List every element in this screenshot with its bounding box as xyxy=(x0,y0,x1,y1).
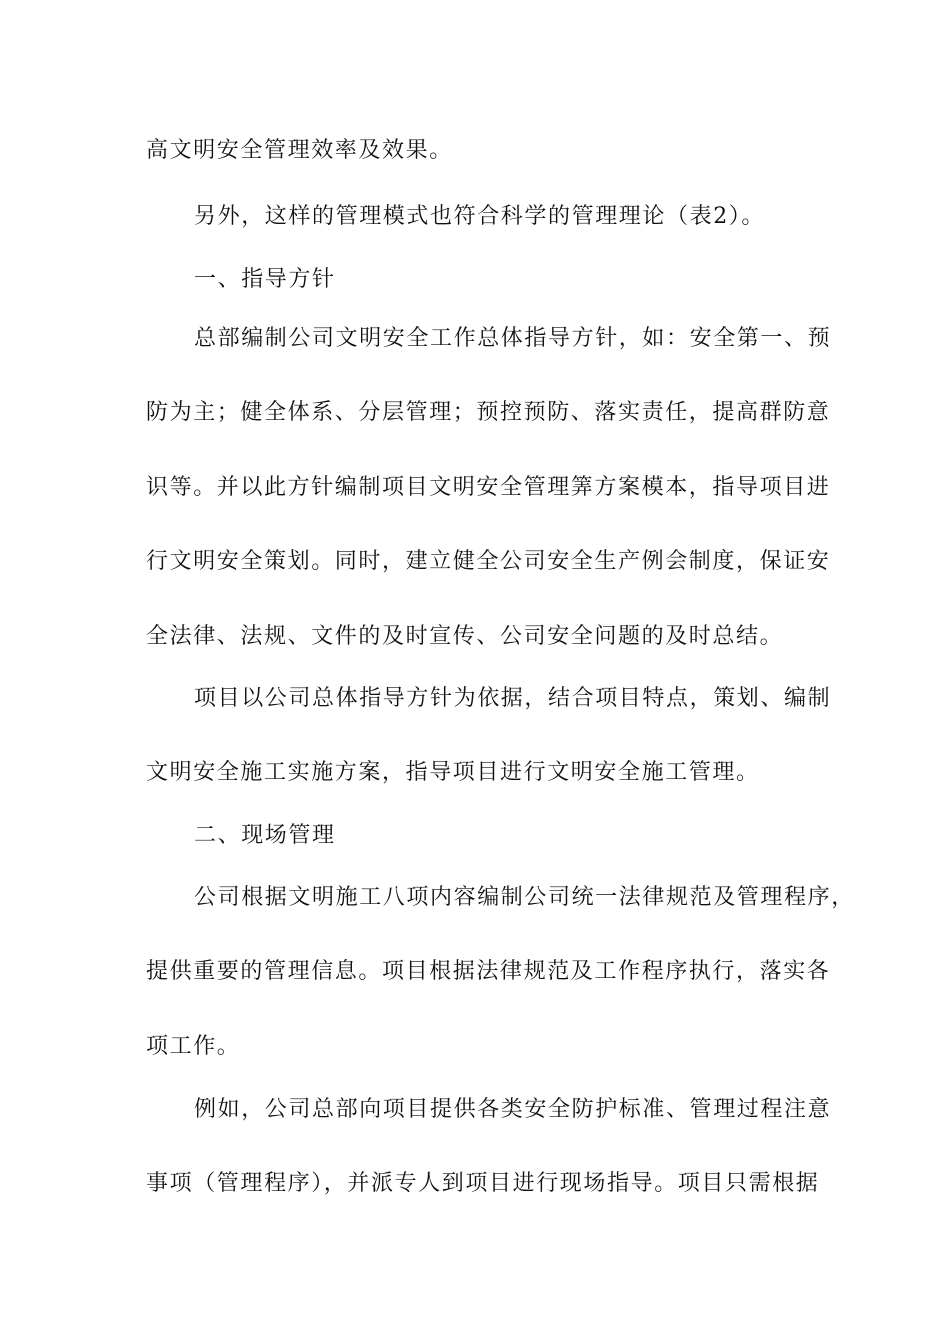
section-heading: 一、指导方针 xyxy=(194,267,336,292)
body-text-line: 行文明安全策划。同时，建立健全公司安全生产例会制度，保证安 xyxy=(146,549,831,574)
body-text-line: 项工作。 xyxy=(146,1034,241,1059)
body-text-line: 事项（管理程序），并派专人到项目进行现场指导。项目只需根据 xyxy=(146,1171,820,1196)
body-text-line: 防为主；健全体系、分层管理；预控预防、落实责任，提高群防意 xyxy=(146,400,831,425)
paragraph-first-line: 公司根据文明施工八项内容编制公司统一法律规范及管理程序， xyxy=(194,885,855,910)
body-text-line: 识等。并以此方针编制项目文明安全管理筭方案模本，指导项目进 xyxy=(146,475,831,500)
body-text-line: 提供重要的管理信息。项目根据法律规范及工作程序执行，落实各 xyxy=(146,959,831,984)
paragraph-first-line: 例如，公司总部向项目提供各类安全防护标准、管理过程注意 xyxy=(194,1097,832,1122)
body-text-line: 全法律、法规、文件的及时宣传、公司安全问题的及时总结。 xyxy=(146,624,784,649)
paragraph-first-line: 另外，这样的管理模式也符合科学的管理理论（表2）。 xyxy=(194,204,765,229)
paragraph-first-line: 项目以公司总体指导方针为依据，结合项目特点，策划、编制 xyxy=(194,686,832,711)
section-heading: 二、现场管理 xyxy=(194,823,336,848)
body-text-line: 文明安全施工实施方案，指导项目进行文明安全施工管理。 xyxy=(146,760,760,785)
body-text-line: 高文明安全管理效率及效果。 xyxy=(146,138,453,163)
paragraph-first-line: 总部编制公司文明安全工作总体指导方针，如：安全第一、预 xyxy=(194,326,832,351)
